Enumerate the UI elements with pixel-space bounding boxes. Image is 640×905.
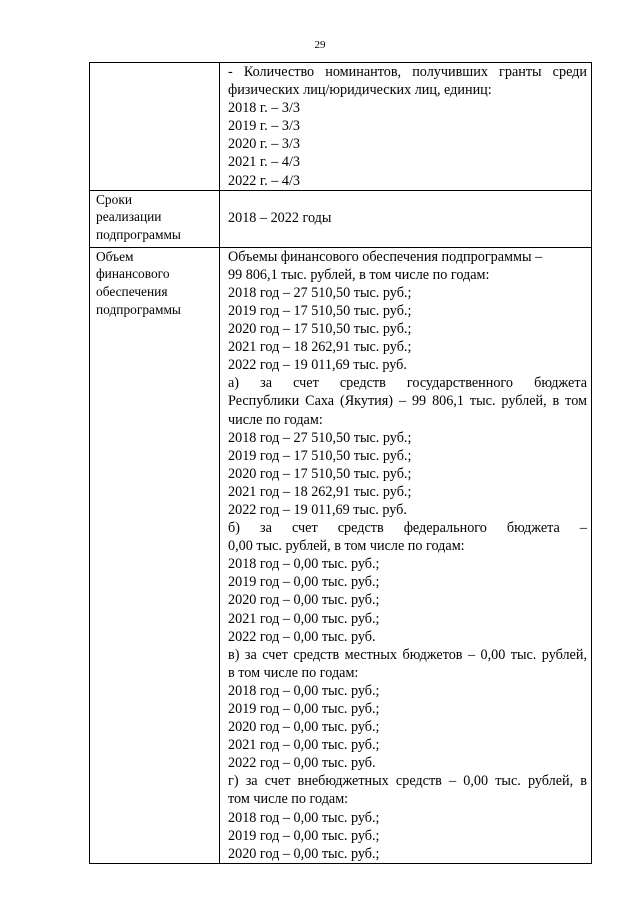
text-line: 2018 – 2022 годы <box>228 209 332 226</box>
text-line: 2018 год – 27 510,50 тыс. руб.; <box>228 284 412 301</box>
text-line: 2022 год – 19 011,69 тыс. руб. <box>228 501 407 518</box>
text-line: в том числе по годам: <box>228 664 359 681</box>
text-line: 2019 г. – 3/3 <box>228 118 301 135</box>
label-line: подпрограммы <box>96 301 181 317</box>
text-line: а) за счет средств государственного бюджета <box>228 375 587 392</box>
text-line: 2018 г. – 3/3 <box>228 100 301 117</box>
table-row-indicators <box>90 63 592 191</box>
text-line: г) за счет внебюджетных средств – 0,00 тыс. рублей, в <box>228 773 587 790</box>
table-row-funding-volume <box>90 247 592 863</box>
row-label-cell <box>90 190 220 247</box>
row-content-cell <box>220 190 592 247</box>
row-content-cell <box>220 63 592 191</box>
text-line: 2022 год – 19 011,69 тыс. руб. <box>228 357 407 374</box>
text-line: 2022 год – 0,00 тыс. руб. <box>228 755 376 772</box>
text-line: 2022 г. – 4/3 <box>228 172 301 189</box>
label-line: обеспечения <box>96 284 168 300</box>
text-line: 2019 год – 0,00 тыс. руб.; <box>228 827 380 844</box>
row-label-cell <box>90 247 220 863</box>
text-line: 2020 год – 17 510,50 тыс. руб.; <box>228 321 412 338</box>
text-line: - Количество номинантов, получивших гранты среди <box>228 64 587 80</box>
text-line: том числе по годам: <box>228 791 349 808</box>
label-line: Объем <box>96 248 134 264</box>
text-line: 99 806,1 тыс. рублей, в том числе по годам: <box>228 266 490 283</box>
text-line: Республики Саха (Якутия) – 99 806,1 тыс. рублей, в том <box>228 393 587 410</box>
text-line: 2018 год – 0,00 тыс. руб.; <box>228 556 380 573</box>
text-line: 2019 год – 17 510,50 тыс. руб.; <box>228 447 412 464</box>
text-line: 2019 год – 0,00 тыс. руб.; <box>228 574 380 591</box>
text-line: Объемы финансового обеспечения подпрограммы – <box>228 248 543 265</box>
text-line: 2020 год – 0,00 тыс. руб.; <box>228 845 380 862</box>
text-line: 2021 г. – 4/3 <box>228 154 301 171</box>
text-line: 2018 год – 27 510,50 тыс. руб.; <box>228 429 412 446</box>
text-line: б) за счет средств федерального бюджета – <box>228 520 587 537</box>
text-line: 0,00 тыс. рублей, в том числе по годам: <box>228 538 465 555</box>
table-row-implementation-period <box>90 190 592 247</box>
text-line: 2021 год – 0,00 тыс. руб.; <box>228 610 380 627</box>
row-content-cell <box>220 247 592 863</box>
text-line: 2021 год – 18 262,91 тыс. руб.; <box>228 339 412 356</box>
text-line: числе по годам: <box>228 411 323 428</box>
text-line: 2019 год – 17 510,50 тыс. руб.; <box>228 302 412 319</box>
row-label-cell <box>90 63 220 191</box>
text-line: 2020 г. – 3/3 <box>228 136 301 153</box>
text-line: 2022 год – 0,00 тыс. руб. <box>228 628 376 645</box>
label-line: подпрограммы <box>96 227 181 243</box>
text-line: 2019 год – 0,00 тыс. руб.; <box>228 701 380 717</box>
text-line: 2020 год – 0,00 тыс. руб.; <box>228 719 380 736</box>
label-line: реализации <box>96 209 162 225</box>
page-number: 29 <box>314 39 326 51</box>
text-line: 2020 год – 0,00 тыс. руб.; <box>228 592 380 609</box>
text-line: 2020 год – 17 510,50 тыс. руб.; <box>228 465 412 482</box>
text-line: физических лиц/юридических лиц, единиц: <box>228 82 492 99</box>
text-line: 2018 год – 0,00 тыс. руб.; <box>228 809 380 826</box>
text-line: 2021 год – 0,00 тыс. руб.; <box>228 737 380 754</box>
text-line: 2018 год – 0,00 тыс. руб.; <box>228 682 380 699</box>
subprogram-passport-table <box>89 62 592 864</box>
label-line: финансового <box>96 266 170 282</box>
text-line: 2021 год – 18 262,91 тыс. руб.; <box>228 483 412 500</box>
label-line: Сроки <box>96 191 132 207</box>
text-line: в) за счет средств местных бюджетов – 0,00 тыс. рублей, <box>228 646 587 663</box>
